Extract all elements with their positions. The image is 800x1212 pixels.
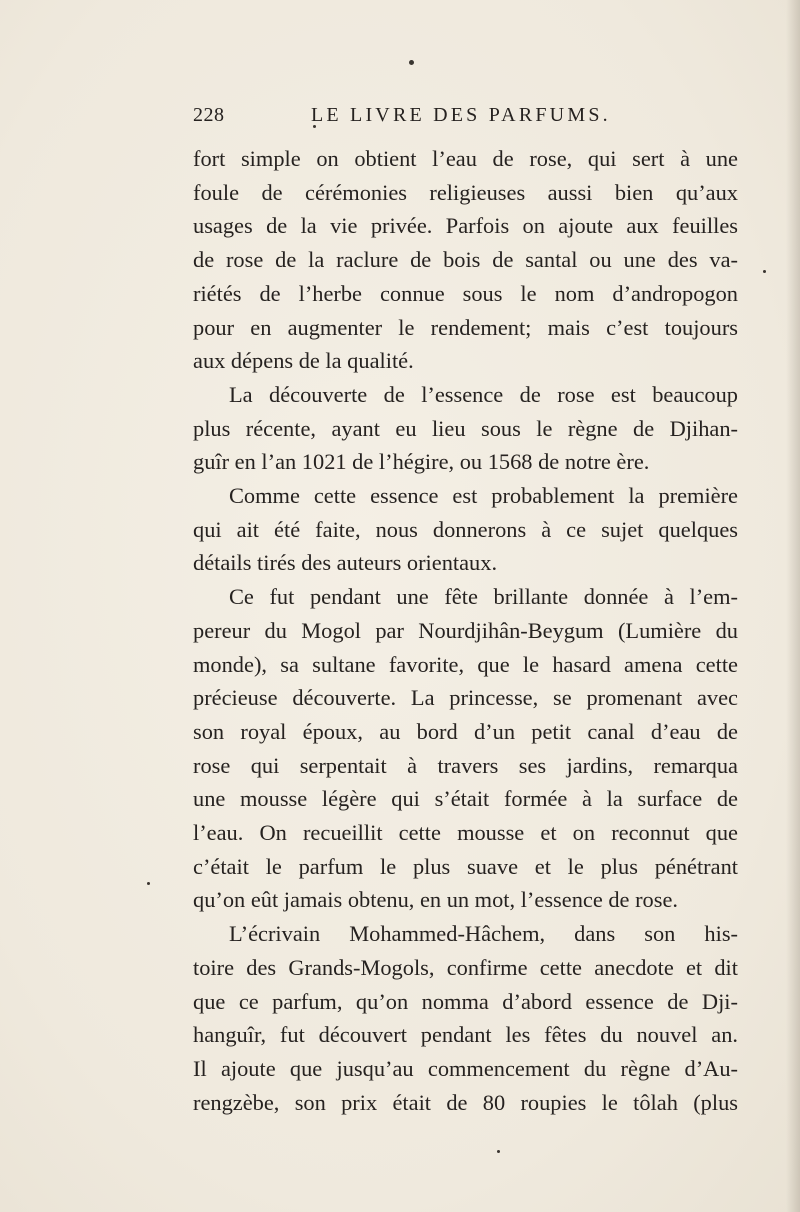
text-line: rengzèbe, son prix était de 80 roupies le tôlah (plus [193, 1089, 738, 1115]
text-line: que ce parfum, qu’on nomma d’abord essence de Dji- [193, 988, 738, 1014]
paragraph-first-line: La découverte de l’essence de rose est beaucoup [229, 381, 738, 407]
ink-speck [763, 270, 766, 273]
ink-speck [497, 1150, 500, 1153]
text-line: riétés de l’herbe connue sous le nom d’andropogon [193, 280, 738, 306]
page-number: 228 [193, 104, 225, 126]
text-line: qui ait été faite, nous donnerons à ce sujet quelques [193, 516, 738, 542]
text-line: une mousse légère qui s’était formée à la surface de [193, 786, 738, 812]
text-line: toire des Grands-Mogols, confirme cette anecdote et dit [193, 954, 738, 980]
text-line: c’était le parfum le plus suave et le plus pénétrant [193, 853, 738, 879]
text-line: de rose de la raclure de bois de santal ou une des va- [193, 247, 738, 273]
text-line: foule de cérémonies religieuses aussi bien qu’aux [193, 179, 738, 205]
ink-speck [409, 60, 414, 65]
text-line: plus récente, ayant eu lieu sous le règne de Djihan- [193, 415, 738, 441]
text-line: hanguîr, fut découvert pendant les fêtes du nouvel an. [193, 1022, 738, 1048]
paragraph-first-line: Comme cette essence est probablement la première [229, 483, 738, 509]
text-line: précieuse découverte. La princesse, se promenant avec [193, 685, 738, 711]
text-line: qu’on eût jamais obtenu, en un mot, l’essence de rose. [193, 887, 678, 913]
text-line: pereur du Mogol par Nourdjihân-Beygum (Lumière du [193, 617, 738, 643]
text-line: fort simple on obtient l’eau de rose, qui sert à une [193, 146, 738, 171]
text-line: rose qui serpentait à travers ses jardins, remarqua [193, 752, 738, 778]
text-line: usages de la vie privée. Parfois on ajoute aux feuilles [193, 213, 738, 239]
text-line: l’eau. On recueillit cette mousse et on reconnut que [193, 820, 738, 846]
text-line: pour en augmenter le rendement; mais c’est toujours [193, 314, 738, 340]
text-line: Il ajoute que jusqu’au commencement du règne d’Au- [193, 1055, 738, 1081]
text-line: son royal époux, au bord d’un petit canal d’eau de [193, 718, 738, 744]
running-title: LE LIVRE DES PARFUMS. [311, 104, 611, 126]
page-header [193, 104, 738, 134]
page-edge-shadow [786, 0, 800, 1212]
text-line: aux dépens de la qualité. [193, 348, 414, 374]
text-line: guîr en l’an 1021 de l’hégire, ou 1568 de notre ère. [193, 449, 650, 475]
paragraph-first-line: Ce fut pendant une fête brillante donnée à l’em- [229, 584, 738, 610]
body-text [193, 142, 738, 1119]
text-line: monde), sa sultane favorite, que le hasard amena cette [193, 651, 738, 677]
ink-speck [147, 882, 150, 885]
paragraph-first-line: L’écrivain Mohammed-Hâchem, dans son his- [229, 921, 738, 947]
text-line: détails tirés des auteurs orientaux. [193, 550, 498, 576]
